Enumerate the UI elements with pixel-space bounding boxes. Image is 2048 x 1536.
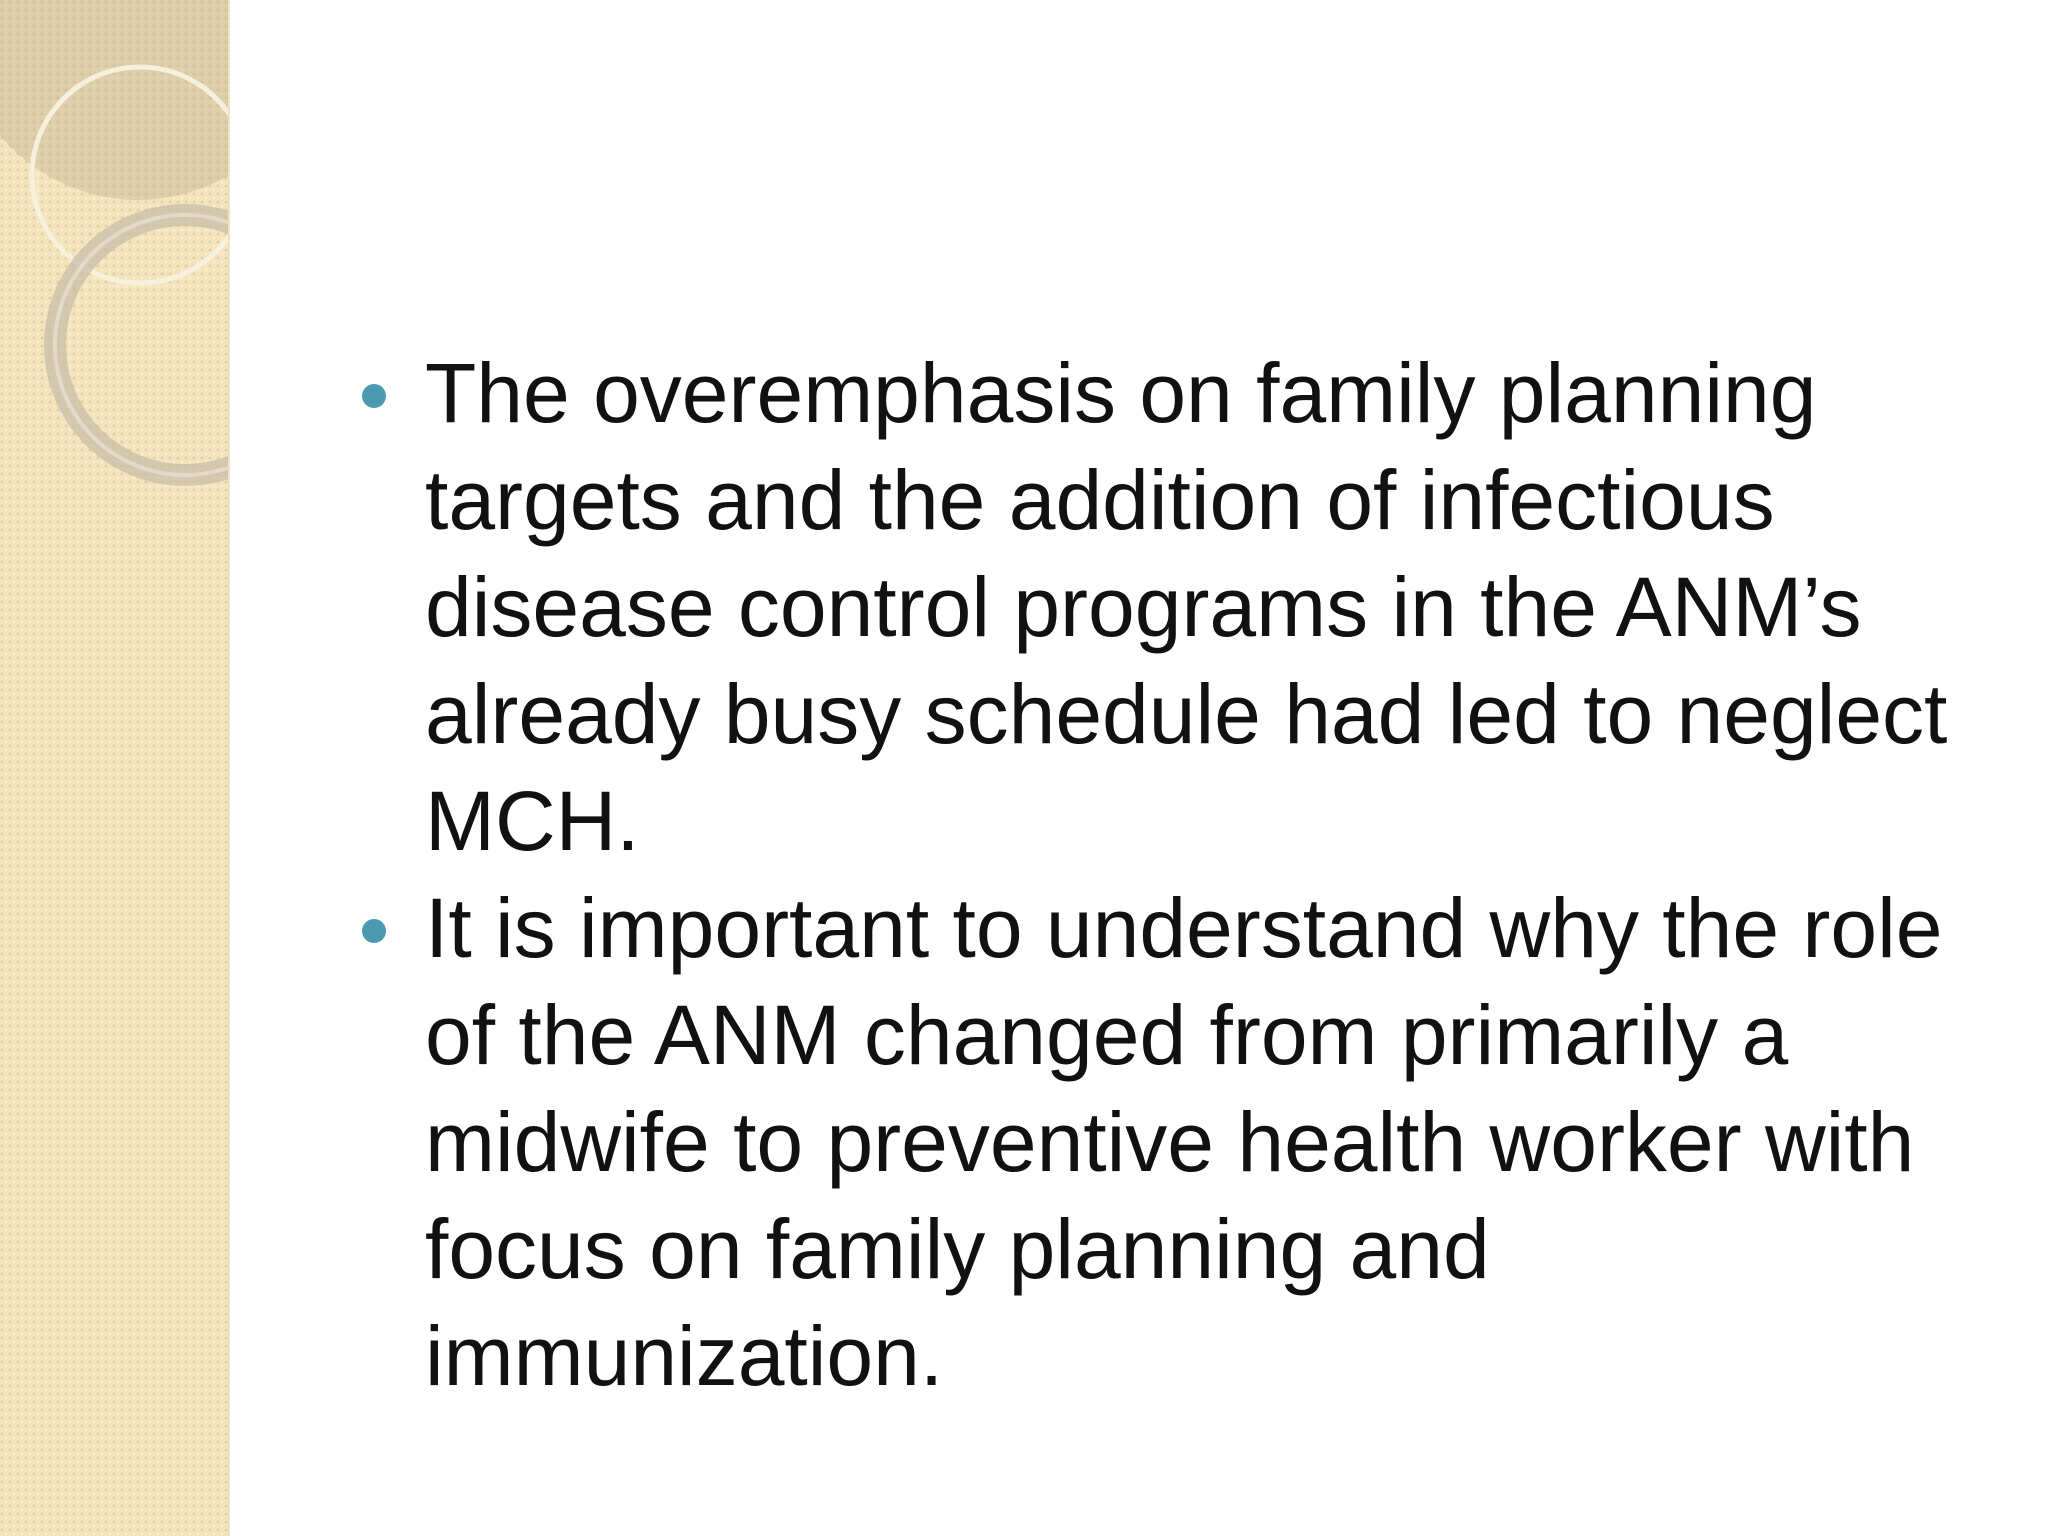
- bullet-list: [350, 340, 1990, 1410]
- decorative-rings-graphic: [0, 0, 228, 520]
- decorative-sidebar: [0, 0, 230, 1536]
- bullet-dot-icon: [362, 384, 386, 408]
- bullet-item: [350, 340, 1990, 875]
- bullet-text: It is important to understand why the role of the ANM changed from primarily a midwife to preventive health worker with focus on family planning and immunization.: [425, 881, 1943, 1403]
- ring-thick: [55, 215, 228, 475]
- bullet-dot-icon: [362, 919, 386, 943]
- bullet-item: [350, 875, 1990, 1410]
- bullet-text: The overemphasis on family planning targets and the addition of infectious disease control programs in the ANM’s already busy schedule had led to neglect MCH.: [425, 346, 1948, 868]
